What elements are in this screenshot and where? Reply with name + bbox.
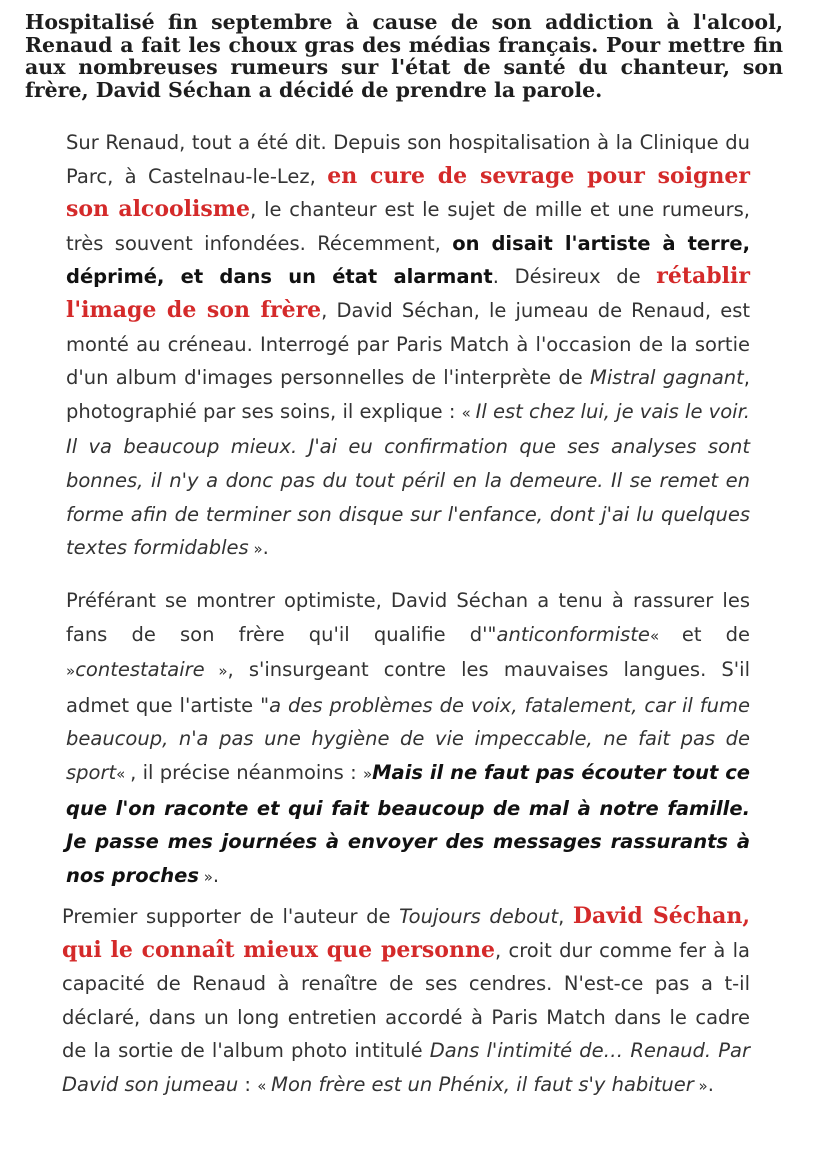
p3-text-3: , croit dur comme fer à la capacité de Renaud à renaître de ses cendres. N'est-ce pas a t-il déclaré, dans un long entretien accordé à Paris Match dans le cadre de la sortie de l'album photo intitulé [62,938,750,1063]
p1-text-1: Sur Renaud, tout a été dit. Depuis son hospitalisation à la Clinique du Parc, à Castelnau-le-Lez, [66,131,750,188]
p1-text-4: , David Séchan, le jumeau de Renaud, est monté au créneau. Interrogé par Paris Match à l'occasion de la sortie d'un album d'images personnelles de l'interprète de [66,298,751,390]
p2-text-1: Préférant se montrer optimiste, David Séchan a tenu à rassurer les fans de son frère qu'il qualifie d'" [66,589,750,646]
p2-quote-mark-3: » [204,662,228,681]
p2-text-4: , il précise néanmoins : [130,760,363,784]
article-lead: Hospitalisé fin septembre à cause de son addiction à l'alcool, Renaud a fait les choux gras des médias français. Pour mettre fin aux nombreuses rumeurs sur l'état de santé du chanteur, son frère, David Séchan a décidé de prendre la parole. [25,10,783,102]
p2-italic-1: anticonformiste [496,622,650,646]
link-retablir-image[interactable]: rétablir l'image de son frère [66,263,750,323]
article-paragraph-2 [66,584,750,894]
p3-quote-close: » [693,1076,708,1095]
p2-quote-mark-4: « [116,764,131,783]
p3-text-2: , [558,905,573,928]
p3-quote-open: « [257,1076,272,1095]
p2-italic-3: a des problèmes de voix, fatalement, car il fume beaucoup, n'a pas une hygiène de vie impeccable, ne fait pas de sport [66,693,750,784]
p1-text-3: . Désireux de [492,265,657,289]
p2-bold-quote: Mais il ne faut pas écouter tout ce que l'on raconte et qui fait beaucoup de mal à notre famille. Je passe mes journées à envoyer des messages rassurants à nos proches [66,760,751,887]
article-paragraph-1 [66,126,750,567]
p1-bold-emphasis: on disait l'artiste à terre, déprimé, et dans un état alarmant [66,231,750,289]
p1-text-2: , le chanteur est le sujet de mille et une rumeurs, très souvent infondées. Récemment, [66,198,750,255]
p3-text-1: Premier supporter de l'auteur de [62,905,400,928]
p3-text-4: : [238,1072,258,1096]
p3-quote: Mon frère est un Phénix, il faut s'y habituer [271,1072,694,1096]
p1-text-5: , photographié par ses soins, il explique : [66,366,750,423]
p2-quote-mark-5: » [362,764,373,783]
p1-quote-close: » [248,540,263,559]
p2-text-2: et de [681,622,751,646]
p2-end: . [212,863,220,887]
p2-quote-mark-2: » [66,662,76,681]
p1-album-title: Mistral gagnant [590,366,744,390]
p3-end: . [707,1072,714,1096]
p3-album-title: Dans l'intimité de… Renaud. Par David son jumeau [62,1039,750,1096]
p1-quote: Il est chez lui, je vais le voir. Il va beaucoup mieux. J'ai eu confirmation que ses analyses sont bonnes, il n'y a donc pas du tout péril en la demeure. Il se remet en forme afin de terminer son disque sur l'enfance, dont j'ai lu quelques textes formidables [66,399,750,560]
p1-quote-open: « [461,403,476,422]
p2-text-3: , s'insurgeant contre les mauvaises langues. S'il admet que l'artiste " [66,658,750,717]
p2-quote-mark-6: » [198,867,213,886]
p1-end: . [262,536,269,560]
link-cure-sevrage[interactable]: en cure de sevrage pour soigner son alcoolisme [66,162,750,223]
p3-italic-1: Toujours debout [399,905,559,928]
link-david-sechan[interactable]: David Séchan, qui le connaît mieux que personne [62,903,751,963]
p2-quote-mark-1: « [649,626,682,645]
article-paragraph-3 [62,900,750,1104]
p2-italic-2: contestataire [75,658,205,682]
